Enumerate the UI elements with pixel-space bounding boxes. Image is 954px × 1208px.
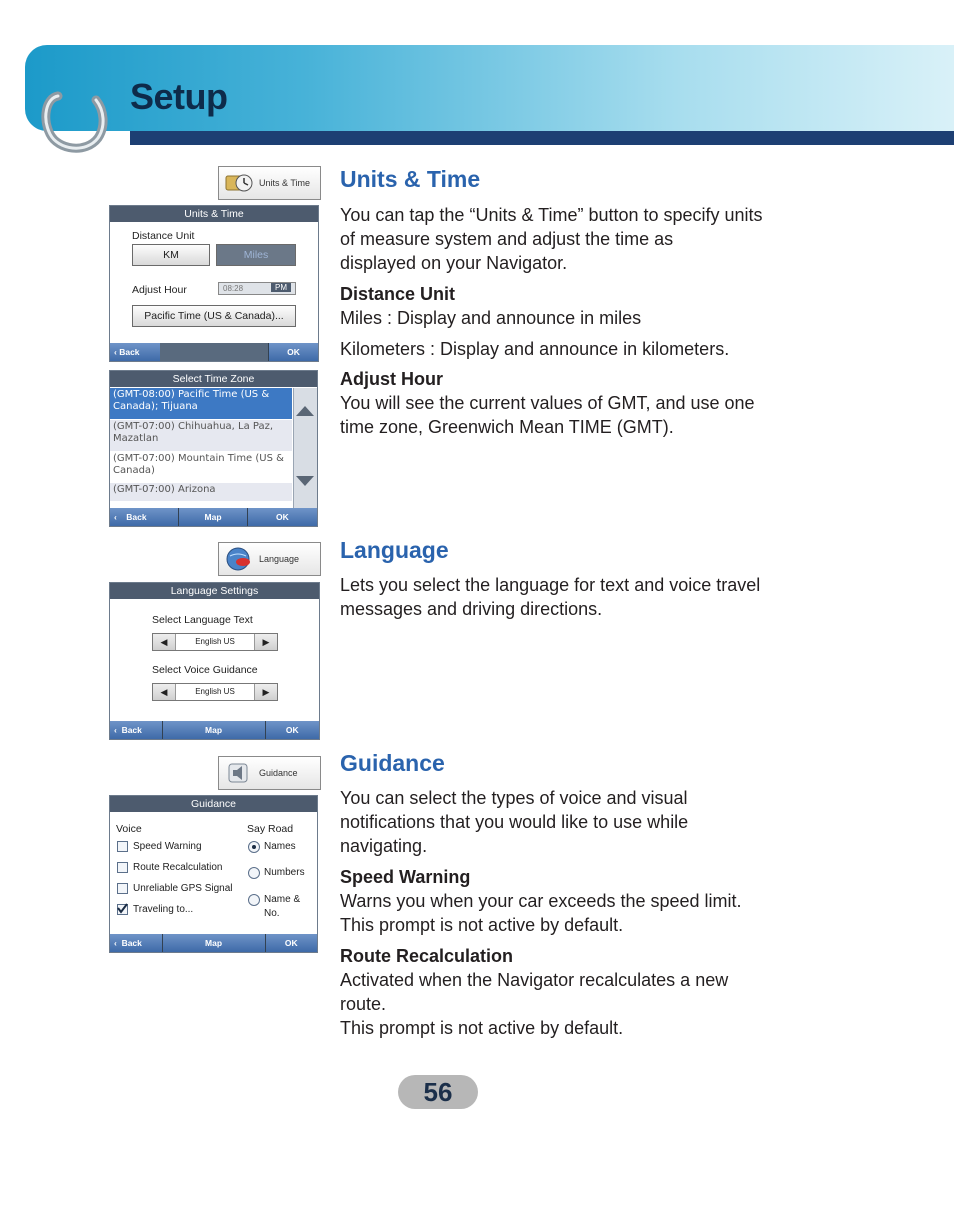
timezone-row[interactable]: (GMT-07:00) Mountain Time (US & Canada)	[110, 452, 292, 483]
guidance-button-label: Guidance	[259, 768, 298, 778]
arrow-right-icon[interactable]: ▶	[255, 684, 277, 700]
units-time-button[interactable]	[218, 166, 321, 200]
units-time-button-label: Units & Time	[259, 178, 311, 188]
bottom-bar	[110, 508, 317, 526]
guidance-heading: Guidance	[340, 750, 445, 776]
radio-names[interactable]	[248, 841, 260, 853]
guidance-screen	[109, 795, 318, 953]
adjust-hour-heading: Adjust Hour	[340, 369, 443, 389]
ok-button[interactable]: OK	[265, 934, 317, 952]
check-label: Route Recalculation	[133, 862, 223, 873]
distance-unit-km: Kilometers : Display and announce in kilometers.	[340, 339, 730, 359]
text-line: Lets you select the language for text and voice travel	[340, 575, 761, 595]
screen-title: Select Time Zone	[110, 371, 317, 387]
bottom-bar	[110, 343, 318, 361]
distance-unit-miles: Miles : Display and announce in miles	[340, 308, 642, 328]
route-recalc-text	[340, 968, 840, 1040]
text-line: displayed on your Navigator.	[340, 253, 568, 273]
speed-warning-text	[340, 889, 840, 937]
radio-label: Numbers	[264, 867, 305, 878]
checkbox-route-recalc[interactable]	[117, 862, 128, 873]
back-button[interactable]: ‹ Back	[110, 343, 160, 361]
km-button[interactable]: KM	[132, 244, 210, 266]
screen-title: Language Settings	[110, 583, 319, 599]
ok-button[interactable]: OK	[265, 721, 319, 739]
text-line: This prompt is not active by default.	[340, 1018, 624, 1038]
language-screen	[109, 582, 320, 740]
bottom-bar	[110, 934, 317, 952]
radio-label: Names	[264, 841, 296, 852]
ok-button[interactable]: OK	[247, 508, 317, 526]
back-button[interactable]: ‹ Back	[110, 721, 162, 739]
say-road-label: Say Road	[247, 823, 294, 835]
checkbox-gps-signal[interactable]	[117, 883, 128, 894]
time-field[interactable]	[218, 282, 296, 295]
units-time-screen	[109, 205, 319, 362]
text-line: notifications that you would like to use while	[340, 812, 689, 832]
ampm-toggle[interactable]: PM	[271, 283, 291, 292]
bottom-bar	[110, 721, 319, 739]
check-label: Speed Warning	[133, 841, 202, 852]
text-line: of measure system and adjust the time as	[340, 229, 674, 249]
back-label: Back	[121, 725, 142, 735]
language-text-value: English US	[175, 634, 255, 650]
voice-label: Voice	[116, 823, 142, 835]
voice-guidance-value: English US	[175, 684, 255, 700]
radio-label: Name &	[264, 894, 301, 905]
back-button[interactable]: ‹ Back	[110, 508, 178, 526]
text-line: You can tap the “Units & Time” button to specify units	[340, 205, 763, 225]
page-number: 56	[398, 1075, 478, 1109]
globe-icon	[225, 546, 253, 572]
language-intro	[340, 573, 840, 621]
adjust-hour-label: Adjust Hour	[132, 284, 187, 296]
screen-title: Guidance	[110, 796, 317, 812]
text-line: Warns you when your car exceeds the speed limit.	[340, 891, 742, 911]
scrollbar[interactable]	[293, 388, 318, 510]
text-line: This prompt is not active by default.	[340, 915, 624, 935]
text-line: navigating.	[340, 836, 428, 856]
miles-button[interactable]: Miles	[216, 244, 296, 266]
language-button-label: Language	[259, 554, 300, 564]
header-stripe	[130, 131, 954, 145]
scroll-up-icon[interactable]	[296, 406, 314, 416]
guidance-intro	[340, 786, 840, 858]
scroll-down-icon[interactable]	[296, 476, 314, 486]
map-button[interactable]: Map	[162, 934, 265, 952]
arrow-left-icon[interactable]: ◀	[153, 684, 175, 700]
adjust-hour-text	[340, 391, 840, 439]
text-line: route.	[340, 994, 387, 1014]
speaker-icon	[225, 760, 253, 786]
ring-icon	[38, 88, 110, 160]
clock-folder-icon	[225, 170, 253, 196]
timezone-row[interactable]: (GMT-07:00) Arizona	[110, 483, 292, 501]
guidance-button[interactable]	[218, 756, 321, 790]
timezone-button[interactable]: Pacific Time (US & Canada)...	[132, 305, 296, 327]
back-label: Back	[126, 512, 147, 522]
timezone-row[interactable]: (GMT-08:00) Pacific Time (US & Canada); Tijuana	[110, 388, 292, 419]
radio-name-and-no[interactable]	[248, 894, 260, 906]
text-line: time zone, Greenwich Mean TIME (GMT).	[340, 417, 674, 437]
distance-unit-label: Distance Unit	[132, 230, 195, 242]
distance-unit-heading: Distance Unit	[340, 284, 456, 304]
map-button[interactable]: Map	[178, 508, 246, 526]
language-text-stepper[interactable]	[152, 633, 278, 651]
check-label: Unreliable GPS Signal	[133, 883, 233, 894]
text-line: You will see the current values of GMT, and use one	[340, 393, 755, 413]
language-text-label: Select Language Text	[152, 614, 253, 626]
units-time-intro	[340, 203, 840, 275]
timezone-screen	[109, 370, 318, 527]
checkbox-traveling-to[interactable]	[117, 904, 128, 915]
text-line: Activated when the Navigator recalculates a new	[340, 970, 729, 990]
arrow-right-icon[interactable]: ▶	[255, 634, 277, 650]
text-line: messages and driving directions.	[340, 599, 603, 619]
arrow-left-icon[interactable]: ◀	[153, 634, 175, 650]
text-line: You can select the types of voice and visual	[340, 788, 688, 808]
back-label: Back	[119, 347, 140, 357]
voice-guidance-label: Select Voice Guidance	[152, 664, 258, 676]
bar-spacer	[160, 343, 268, 361]
page-title: Setup	[130, 76, 228, 117]
time-value: 08:28	[223, 284, 244, 293]
radio-label: No.	[264, 908, 280, 919]
checkmark-icon	[117, 903, 128, 914]
checkbox-speed-warning[interactable]	[117, 841, 128, 852]
units-time-heading: Units & Time	[340, 166, 481, 192]
screen-title: Units & Time	[110, 206, 318, 222]
radio-dot	[252, 845, 256, 849]
back-label: Back	[121, 938, 142, 948]
speed-warning-heading: Speed Warning	[340, 867, 471, 887]
map-button[interactable]: Map	[162, 721, 265, 739]
radio-numbers[interactable]	[248, 867, 260, 879]
route-recalc-heading: Route Recalculation	[340, 946, 514, 966]
language-button[interactable]	[218, 542, 321, 576]
check-label: Traveling to...	[133, 904, 194, 915]
language-heading: Language	[340, 537, 449, 563]
ok-button[interactable]: OK	[268, 343, 318, 361]
back-button[interactable]: ‹ Back	[110, 934, 162, 952]
timezone-row[interactable]: (GMT-07:00) Chihuahua, La Paz, Mazatlan	[110, 420, 292, 451]
voice-guidance-stepper[interactable]	[152, 683, 278, 701]
